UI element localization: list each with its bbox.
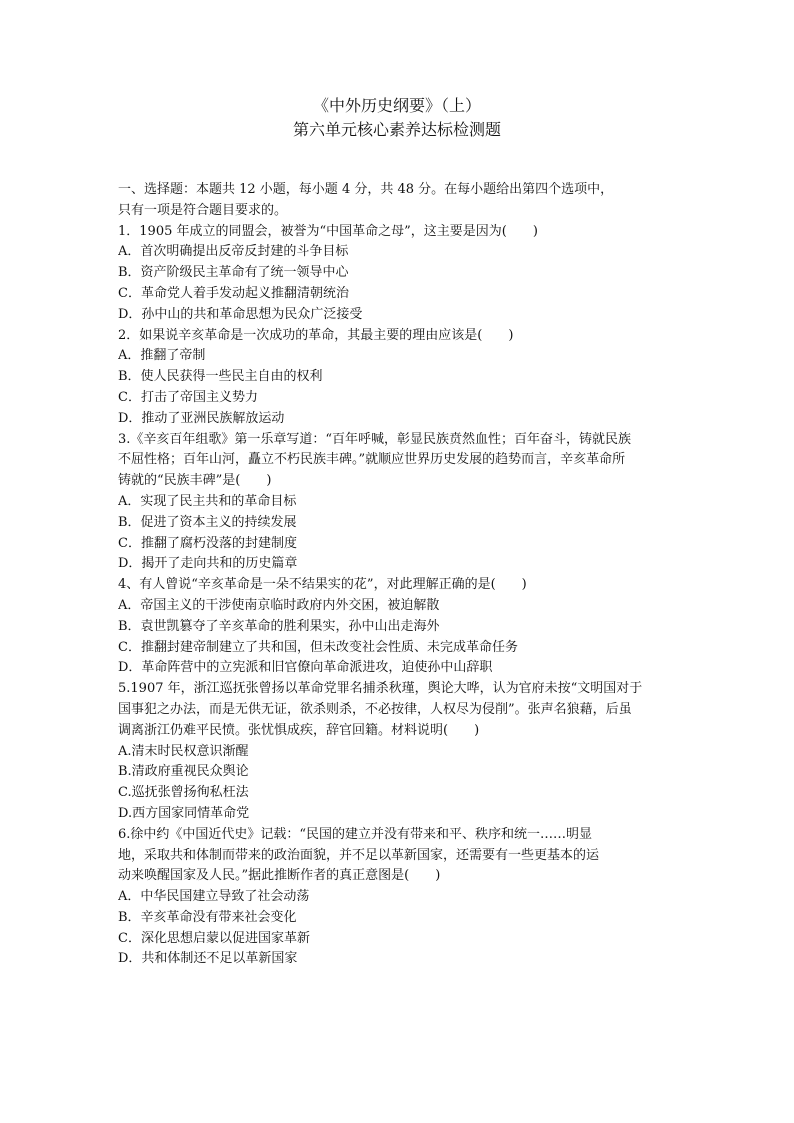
question-2-option-a: A．推翻了帝制 <box>118 348 206 364</box>
question-2-option-d: D．推动了亚洲民族解放运动 <box>118 410 285 426</box>
question-4-option-a: A．帝国主义的干涉使南京临时政府内外交困，被迫解散 <box>118 597 440 613</box>
question-body <box>118 180 678 970</box>
question-3-option-d: D．揭开了走向共和的历史篇章 <box>118 556 298 572</box>
question-4-option-d: D．革命阵营中的立宪派和旧官僚向革命派进攻，迫使孙中山辞职 <box>118 660 493 676</box>
question-stem-4: 4、有人曾说“辛亥革命是一朵不结果实的花”，对此理解正确的是( ) <box>118 577 527 593</box>
document-title: 《中外历史纲要》（上） <box>312 96 481 115</box>
question-3-option-c: C．推翻了腐朽没落的封建制度 <box>118 535 297 551</box>
section-heading-line: 一、选择题：本题共 12 小题，每小题 4 分，共 48 分。在每小题给出第四个选项中， <box>118 182 614 197</box>
question-1-option-a: A．首次明确提出反帝反封建的斗争目标 <box>118 244 349 260</box>
section-heading-line: 只有一项是符合题目要求的。 <box>118 202 288 218</box>
question-6-option-a: A．中华民国建立导致了社会动荡 <box>118 889 310 905</box>
question-stem-6-line: 动来唤醒国家及人民。”据此推断作者的真正意图是( ) <box>118 868 441 884</box>
question-1-option-d: D．孙中山的共和革命思想为民众广泛接受 <box>118 306 363 322</box>
title-block <box>0 94 794 142</box>
question-stem-6-line: 6.徐中约《中国近代史》记载：“民国的建立并没有带来和平、秩序和统一……明显 <box>118 826 593 842</box>
question-6-option-c: C．深化思想启蒙以促进国家革新 <box>118 930 310 946</box>
question-6-option-b: B．辛亥革命没有带来社会变化 <box>118 909 297 925</box>
question-stem-5-line: 调离浙江仍难平民愤。张忧惧成疾，辞官回籍。材料说明( ) <box>118 722 480 738</box>
question-5-option-c: C.巡抚张曾扬徇私枉法 <box>118 785 249 801</box>
question-stem-5-line: 国事犯之办法，而是无供无证，欲杀则杀，不必按律，人权尽为侵削”。张声名狼藉，后虽 <box>118 701 632 717</box>
question-3-option-b: B．促进了资本主义的持续发展 <box>118 514 297 530</box>
question-3-option-a: A．实现了民主共和的革命目标 <box>118 493 297 509</box>
question-5-option-b: B.清政府重视民众舆论 <box>118 764 249 780</box>
question-stem-2: 2．如果说辛亥革命是一次成功的革命，其最主要的理由应该是( ) <box>118 327 514 343</box>
question-stem-5-line: 5.1907 年，浙江巡抚张曾扬以革命党罪名捕杀秋瑾，舆论大哗，认为官府未按“文明国对于 <box>118 681 643 697</box>
question-2-option-c: C．打击了帝国主义势力 <box>118 389 258 405</box>
document-subtitle: 第六单元核心素养达标检测题 <box>292 120 501 139</box>
question-5-option-d: D.西方国家同情革命党 <box>118 805 250 821</box>
question-5-option-a: A.清末时民权意识渐醒 <box>118 743 249 759</box>
question-stem-3-line: 铸就的“民族丰碑”是( ) <box>118 473 272 489</box>
question-stem-3-line: 不屈性格；百年山河，矗立不朽民族丰碑。”就顺应世界历史发展的趋势而言，辛亥革命所 <box>118 452 626 468</box>
question-stem-1: 1．1905 年成立的同盟会，被誉为“中国革命之母”，这主要是因为( ) <box>118 223 538 239</box>
question-6-option-d: D．共和体制还不足以革新国家 <box>118 951 298 967</box>
question-1-option-b: B．资产阶级民主革命有了统一领导中心 <box>118 265 349 281</box>
question-1-option-c: C．革命党人着手发动起义推翻清朝统治 <box>118 285 349 301</box>
question-stem-3-line: 3.《辛亥百年组歌》第一乐章写道：“百年呼喊，彰显民族贲然血性；百年奋斗，铸就民族 <box>118 431 632 447</box>
question-4-option-b: B．袁世凯篡夺了辛亥革命的胜利果实，孙中山出走海外 <box>118 618 440 634</box>
question-2-option-b: B．使人民获得一些民主自由的权利 <box>118 369 323 385</box>
question-stem-6-line: 地，采取共和体制而带来的政治面貌，并不足以革新国家，还需要有一些更基本的运 <box>118 847 600 863</box>
question-4-option-c: C．推翻封建帝制建立了共和国，但未改变社会性质、未完成革命任务 <box>118 639 518 655</box>
